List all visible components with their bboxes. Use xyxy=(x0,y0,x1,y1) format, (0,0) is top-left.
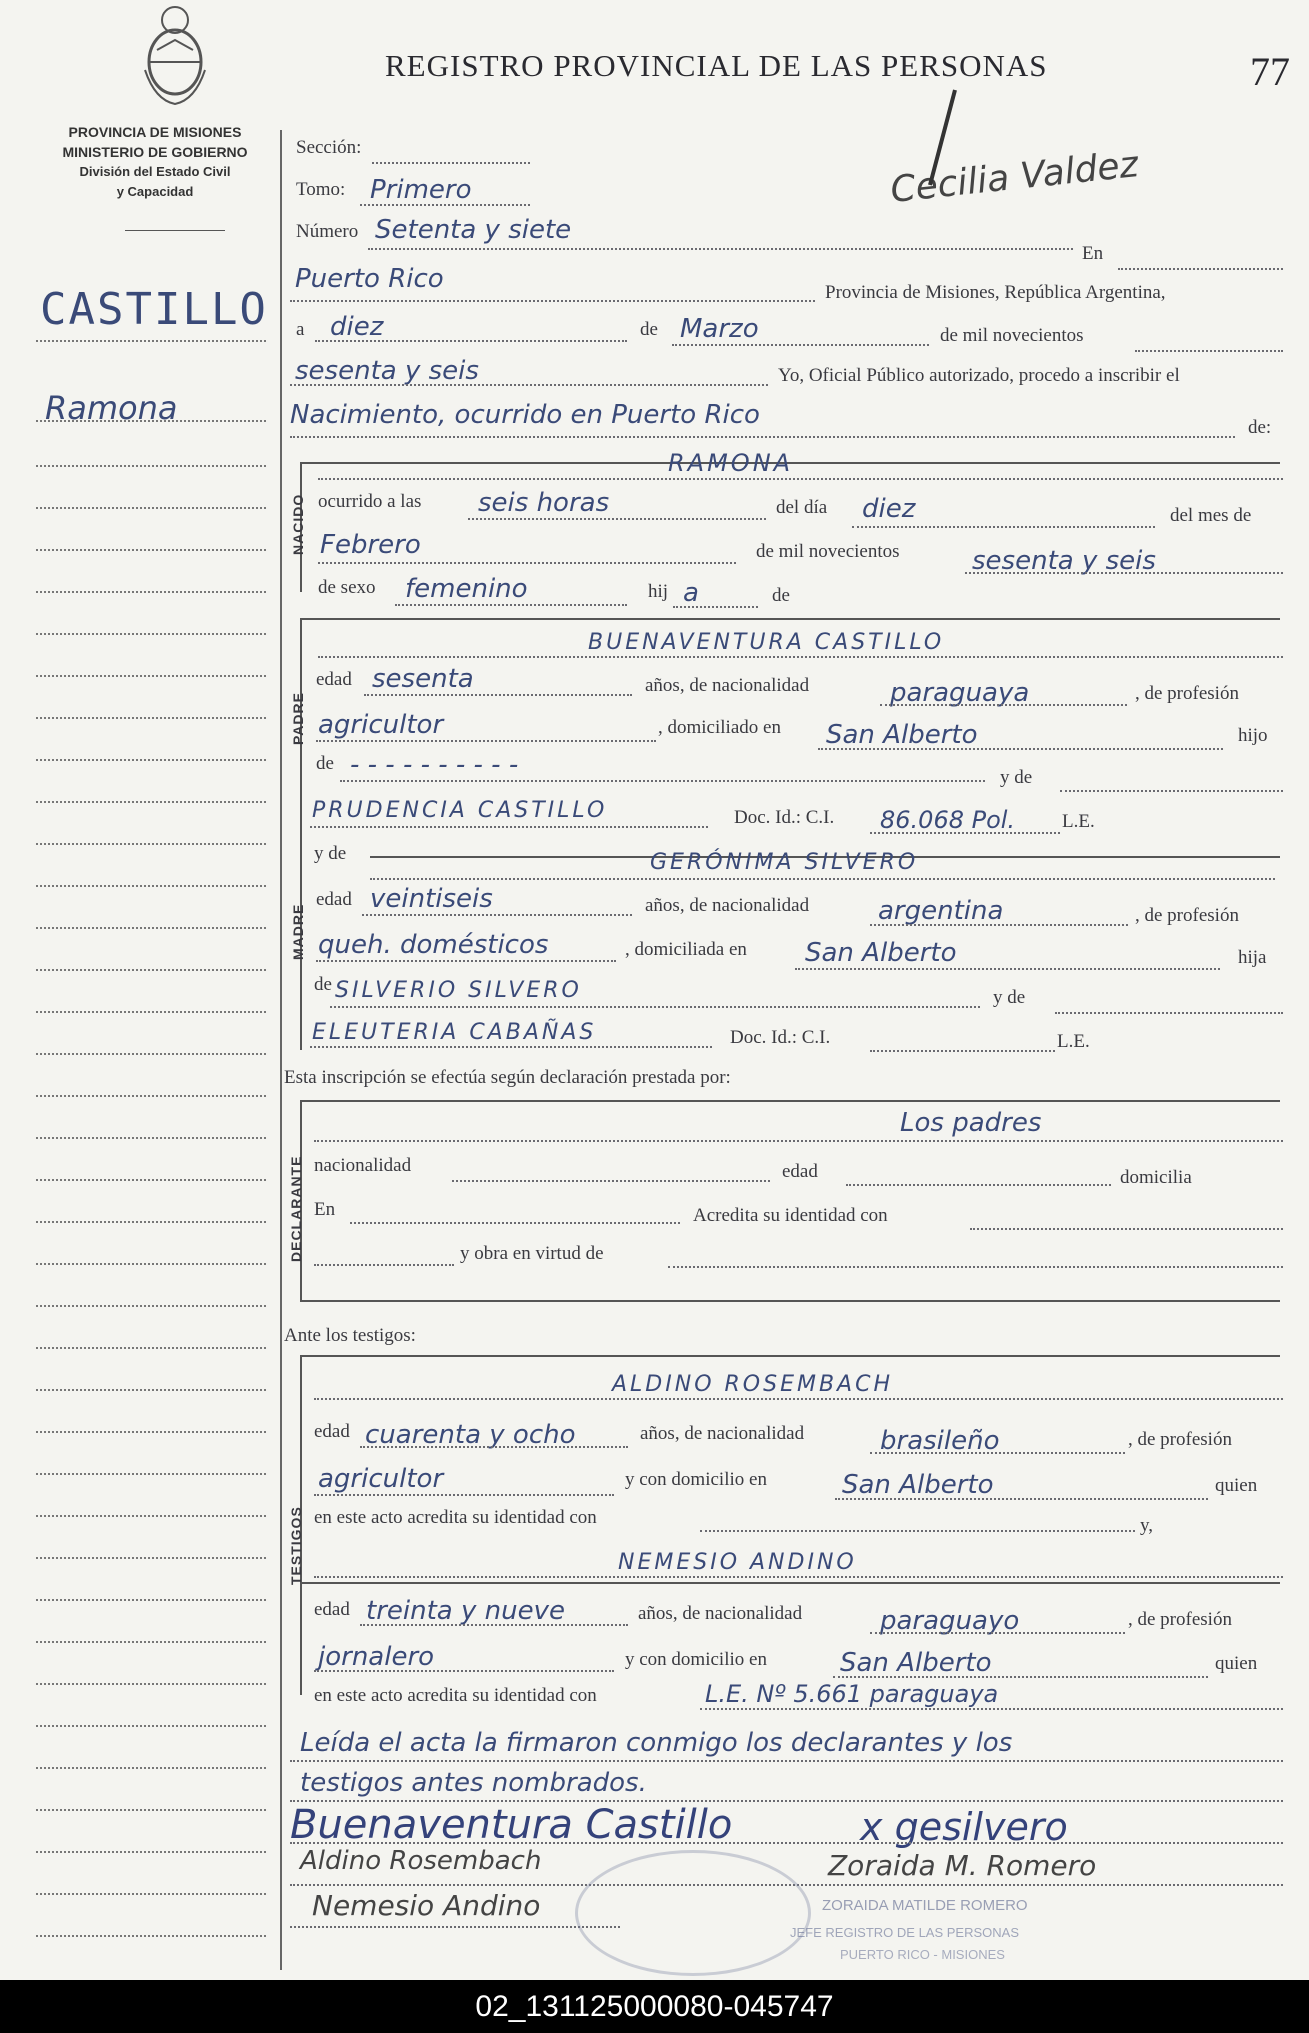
acredita-line xyxy=(970,1228,1283,1230)
margin-line xyxy=(36,340,266,342)
coat-of-arms-icon xyxy=(135,0,215,110)
margin-blank-line xyxy=(36,1935,266,1937)
padre-de-line xyxy=(340,780,985,782)
label-del-mes: del mes de xyxy=(1170,505,1252,526)
margin-blank-line xyxy=(36,885,266,887)
value-numero: Setenta y siete xyxy=(375,215,572,245)
value-dia: diez xyxy=(330,312,384,342)
padre-nac-line xyxy=(880,704,1127,706)
cierre-line1-rule xyxy=(290,1760,1283,1762)
margin-blank-line xyxy=(36,1641,266,1643)
margin-blank-line xyxy=(36,1683,266,1685)
padre-nombre-line xyxy=(318,656,1283,658)
tomo-line xyxy=(360,204,530,206)
label-padre-anios: años, de nacionalidad xyxy=(645,675,810,696)
label-madre-de: de xyxy=(314,974,332,995)
t2-nac-line xyxy=(870,1632,1125,1634)
t2-dom-line xyxy=(833,1676,1208,1678)
value-t2-nac: paraguayo xyxy=(880,1606,1020,1636)
decl-obra-pre-line xyxy=(314,1264,454,1266)
label-nacionalidad: nacionalidad xyxy=(314,1155,412,1176)
label-a: a xyxy=(296,319,305,340)
value-madre-nac: argentina xyxy=(878,896,1004,926)
value-hora: seis horas xyxy=(478,488,610,518)
label-madre-anios: años, de nacionalidad xyxy=(645,895,810,916)
signature-stroke xyxy=(910,85,970,195)
value-padre-ci: 86.068 Pol. xyxy=(880,806,1016,834)
label-madre-y-de2: y de xyxy=(993,987,1026,1008)
signature-rule1 xyxy=(290,1842,1283,1844)
label-t2-prof: , de profesión xyxy=(1128,1609,1232,1630)
label-numero: Número xyxy=(296,221,359,242)
value-mes-nac: Febrero xyxy=(320,530,421,560)
margin-blank-line xyxy=(36,969,266,971)
label-acredita: Acredita su identidad con xyxy=(693,1205,888,1226)
label-padre-edad: edad xyxy=(316,669,352,690)
madre-y-de-line xyxy=(1055,1012,1283,1014)
label-t1-edad: edad xyxy=(314,1421,350,1442)
margin-blank-line xyxy=(36,1137,266,1139)
dia-line xyxy=(315,340,627,342)
label-de: de xyxy=(640,319,658,340)
margin-blank-line xyxy=(36,759,266,761)
firma-padre: Buenaventura Castillo xyxy=(290,1802,733,1848)
value-padre-edad: sesenta xyxy=(372,664,474,694)
label-tomo: Tomo: xyxy=(296,179,346,200)
label-t2-acredita: en este acto acredita su identidad con xyxy=(314,1685,597,1706)
label-hij: hij xyxy=(648,581,669,602)
value-abuela-pat: PRUDENCIA CASTILLO xyxy=(312,798,608,823)
obra-line xyxy=(668,1266,1283,1268)
label-de-mil-nov2: de mil novecientos xyxy=(756,541,900,562)
t2-doc-line xyxy=(700,1708,1283,1710)
org-block xyxy=(35,122,275,202)
anio-nac-line xyxy=(965,572,1283,574)
value-nacido-nombre: RAMONA xyxy=(668,449,794,477)
label-madre-y-de: y de xyxy=(314,843,347,864)
t2-prof-line xyxy=(314,1670,614,1672)
value-madre-nombre: GERÓNIMA SILVERO xyxy=(650,850,919,875)
label-del-dia: del día xyxy=(776,497,828,518)
label-declarante: DECLARANTE xyxy=(288,1155,304,1262)
padre-prof-line xyxy=(316,740,656,742)
label-t1-y: y, xyxy=(1140,1515,1154,1536)
cierre-line1: Leída el acta la firmaron conmigo los declarantes y los xyxy=(300,1728,1013,1758)
en-line xyxy=(1118,268,1283,270)
declarante-top-rule xyxy=(300,1100,1280,1102)
sexo-line xyxy=(395,604,627,606)
margin-blank-line xyxy=(36,843,266,845)
padre-y-de-line xyxy=(1060,790,1283,792)
declarante-bottom-rule xyxy=(300,1300,1280,1302)
margin-blank-line xyxy=(36,1725,266,1727)
decl-edad-line xyxy=(846,1184,1111,1186)
firma-madre: x gesilvero xyxy=(860,1805,1068,1849)
value-t1-dom: San Alberto xyxy=(842,1470,994,1500)
stamp-line1: ZORAIDA MATILDE ROMERO xyxy=(822,1897,1028,1914)
value-t2-edad: treinta y nueve xyxy=(366,1596,565,1626)
value-mes: Marzo xyxy=(680,314,759,344)
value-padre-nac: paraguaya xyxy=(890,678,1030,708)
value-madre-dom: San Alberto xyxy=(805,938,957,968)
mil-nov-line xyxy=(1135,350,1283,352)
margin-blank-line xyxy=(36,1263,266,1265)
hora-line xyxy=(468,518,766,520)
padre-dom-line xyxy=(818,748,1223,750)
divider xyxy=(125,230,225,231)
label-padre: PADRE xyxy=(290,692,306,745)
firma-t2: Nemesio Andino xyxy=(312,1889,541,1922)
value-t2-dom: San Alberto xyxy=(840,1648,992,1678)
label-domicilia: domicilia xyxy=(1120,1167,1192,1188)
label-testigos: TESTIGOS xyxy=(288,1506,304,1585)
label-madre-edad: edad xyxy=(316,889,352,910)
label-madre-prof: , de profesión xyxy=(1135,905,1239,926)
stamp-line2: JEFE REGISTRO DE LAS PERSONAS xyxy=(790,1925,1019,1940)
margin-blank-line xyxy=(36,591,266,593)
margin-blank-line xyxy=(36,633,266,635)
declarante-line xyxy=(314,1140,1283,1142)
madre-prof-line xyxy=(316,960,616,962)
label-padre-de: de xyxy=(316,753,334,774)
margin-blank-line xyxy=(36,1389,266,1391)
label-en: En xyxy=(1082,243,1104,264)
t1-edad-line xyxy=(360,1446,628,1448)
label-ante-testigos: Ante los testigos: xyxy=(284,1325,416,1346)
page-title: REGISTRO PROVINCIAL DE LAS PERSONAS xyxy=(385,48,1048,83)
mes-line xyxy=(672,344,929,346)
org-line1: PROVINCIA DE MISIONES xyxy=(68,124,242,140)
margin-blank-line xyxy=(36,465,266,467)
label-madre-le: L.E. xyxy=(1057,1031,1090,1052)
org-line3: División del Estado Civil xyxy=(79,164,231,179)
label-de-mil-nov: de mil novecientos xyxy=(940,325,1084,346)
label-hijo: hijo xyxy=(1238,725,1268,746)
label-inscripcion: Esta inscripción se efectúa según declaración prestada por: xyxy=(284,1067,731,1088)
dia-nac-line xyxy=(852,526,1155,528)
nacido-nombre-line xyxy=(318,478,1283,480)
t1-acredita-line xyxy=(700,1530,1135,1532)
testigo2-rule xyxy=(300,1582,1280,1584)
testigo1-line xyxy=(314,1398,1283,1400)
margin-blank-line xyxy=(36,549,266,551)
value-madre-edad: veintiseis xyxy=(370,884,493,914)
margin-blank-line xyxy=(36,1305,266,1307)
lugar-line xyxy=(290,300,815,302)
padre-edad-line xyxy=(364,694,632,696)
margin-line xyxy=(36,420,266,422)
header-signature: Cecilia Valdez xyxy=(888,144,1141,211)
margin-blank-line xyxy=(36,1053,266,1055)
value-hij-suffix: a xyxy=(683,578,699,608)
label-t1-quien: quien xyxy=(1215,1475,1258,1496)
official-seal xyxy=(575,1850,811,1976)
page-number: 77 xyxy=(1250,49,1290,94)
value-acto: Nacimiento, ocurrido en Puerto Rico xyxy=(290,400,760,430)
label-padre-ci: Doc. Id.: C.I. xyxy=(734,807,835,828)
value-padre-prof: agricultor xyxy=(318,710,444,740)
firma-oficial: Zoraida M. Romero xyxy=(828,1849,1097,1882)
margin-blank-line xyxy=(36,717,266,719)
abuelo-mat-line xyxy=(330,1006,980,1008)
label-t1-prof: , de profesión xyxy=(1128,1429,1232,1450)
label-ocurrido: ocurrido a las xyxy=(318,491,422,512)
label-t1-anios: años, de nacionalidad xyxy=(640,1423,805,1444)
t1-dom-line xyxy=(835,1498,1208,1500)
label-t2-anios: años, de nacionalidad xyxy=(638,1603,803,1624)
margin-blank-line xyxy=(36,1221,266,1223)
margin-blank-line xyxy=(36,1515,266,1517)
label-nacido: NACIDO xyxy=(290,493,306,555)
madre-nac-line xyxy=(870,924,1128,926)
value-abuela-mat: ELEUTERIA CABAÑAS xyxy=(312,1020,597,1045)
value-declarante: Los padres xyxy=(900,1108,1042,1138)
label-yo-oficial: Yo, Oficial Público autorizado, procedo a inscribir el xyxy=(778,365,1180,386)
margin-blank-line xyxy=(36,675,266,677)
label-hija: hija xyxy=(1238,947,1267,968)
firma-t1: Aldino Rosembach xyxy=(300,1846,542,1876)
label-t1-dom: y con domicilio en xyxy=(625,1469,767,1490)
org-line4: y Capacidad xyxy=(116,184,194,199)
value-madre-prof: queh. domésticos xyxy=(318,930,549,960)
value-padre-dom: San Alberto xyxy=(826,720,978,750)
margin-blank-line xyxy=(36,1557,266,1559)
margin-blank-line xyxy=(36,1011,266,1013)
label-t2-edad: edad xyxy=(314,1599,350,1620)
acto-line xyxy=(290,436,1235,438)
margin-blank-line xyxy=(36,507,266,509)
value-testigo1: ALDINO ROSEMBACH xyxy=(612,1372,893,1397)
anio-line xyxy=(290,384,768,386)
label-madre-ci: Doc. Id.: C.I. xyxy=(730,1027,831,1048)
t2-edad-line xyxy=(360,1624,628,1626)
margin-rule xyxy=(280,130,282,1970)
label-t2-dom: y con domicilio en xyxy=(625,1649,767,1670)
padre-top-rule xyxy=(300,618,1280,620)
madre-edad-line xyxy=(362,914,632,916)
label-de-sexo: de sexo xyxy=(318,577,376,598)
numero-line xyxy=(368,248,1073,250)
label-de-sexo-de: de xyxy=(772,585,790,606)
value-padre-de: - - - - - - - - - - xyxy=(350,750,519,780)
value-padre-nombre: BUENAVENTURA CASTILLO xyxy=(588,630,945,655)
label-padre-le: L.E. xyxy=(1062,811,1095,832)
label-t1-acredita: en este acto acredita su identidad con xyxy=(314,1507,597,1528)
madre-nombre-line xyxy=(370,878,1275,880)
margin-blank-line xyxy=(36,1599,266,1601)
value-t1-edad: cuarenta y ocho xyxy=(365,1420,576,1450)
margin-blank-line xyxy=(36,927,266,929)
margin-blank-line xyxy=(36,1851,266,1853)
label-padre-prof: , de profesión xyxy=(1135,683,1239,704)
label-provincia: Provincia de Misiones, República Argentina, xyxy=(825,282,1166,303)
footer-bar xyxy=(0,1980,1309,2033)
abuela-pat-line xyxy=(310,826,708,828)
label-domiciliada: , domiciliada en xyxy=(625,939,747,960)
label-t2-quien: quien xyxy=(1215,1653,1258,1674)
margin-blank-line xyxy=(36,1893,266,1895)
seccion-line xyxy=(372,162,530,164)
margin-blank-line xyxy=(36,1767,266,1769)
label-decl-edad: edad xyxy=(782,1161,818,1182)
padre-ci-line xyxy=(870,832,1060,834)
value-lugar: Puerto Rico xyxy=(295,264,444,294)
testigo2-line xyxy=(314,1576,1283,1578)
margin-blank-line xyxy=(36,1095,266,1097)
madre-ci-line xyxy=(870,1050,1055,1052)
label-decl-en: En xyxy=(314,1199,336,1220)
value-dia-nac: diez xyxy=(862,494,916,524)
value-t1-nac: brasileño xyxy=(880,1426,1000,1456)
value-tomo: Primero xyxy=(370,175,472,205)
label-obra: y obra en virtud de xyxy=(460,1243,604,1264)
label-padre-y-de: y de xyxy=(1000,767,1033,788)
margin-blank-line xyxy=(36,1179,266,1181)
value-t2-doc: L.E. Nº 5.661 paraguaya xyxy=(705,1680,999,1708)
label-domiciliado: , domiciliado en xyxy=(658,717,781,738)
testigos-top-rule xyxy=(300,1355,1280,1357)
org-line2: MINISTERIO DE GOBIERNO xyxy=(62,144,248,160)
value-anio-nac: sesenta y seis xyxy=(972,546,1156,576)
footer-id: 02_131125000080-045747 xyxy=(475,1990,834,2023)
decl-en-line xyxy=(350,1222,680,1224)
value-abuelo-mat: SILVERIO SILVERO xyxy=(335,978,582,1003)
label-de-colon: de: xyxy=(1248,417,1272,438)
value-t1-prof: agricultor xyxy=(318,1464,444,1494)
mes-nac-line xyxy=(318,562,736,564)
abuela-mat-line xyxy=(310,1046,712,1048)
value-anio: sesenta y seis xyxy=(295,356,479,386)
margin-blank-line xyxy=(36,1347,266,1349)
decl-nac-line xyxy=(452,1180,770,1182)
hij-line xyxy=(673,606,758,608)
madre-dom-line xyxy=(795,968,1220,970)
margin-blank-line xyxy=(36,801,266,803)
margin-given-name: Ramona xyxy=(45,389,178,427)
label-madre: MADRE xyxy=(290,903,306,960)
signature-rule3 xyxy=(290,1926,620,1928)
stamp-line3: PUERTO RICO - MISIONES xyxy=(840,1947,1005,1962)
cierre-line2: testigos antes nombrados. xyxy=(300,1768,647,1798)
margin-surname: CASTILLO xyxy=(40,284,268,335)
t1-nac-line xyxy=(870,1452,1125,1454)
value-sexo: femenino xyxy=(405,574,528,604)
label-seccion: Sección: xyxy=(296,137,362,158)
margin-blank-line xyxy=(36,1809,266,1811)
margin-blank-line xyxy=(36,1431,266,1433)
value-t2-prof: jornalero xyxy=(318,1642,435,1672)
t1-prof-line xyxy=(314,1494,614,1496)
value-testigo2: NEMESIO ANDINO xyxy=(618,1550,857,1575)
margin-blank-line xyxy=(36,1473,266,1475)
